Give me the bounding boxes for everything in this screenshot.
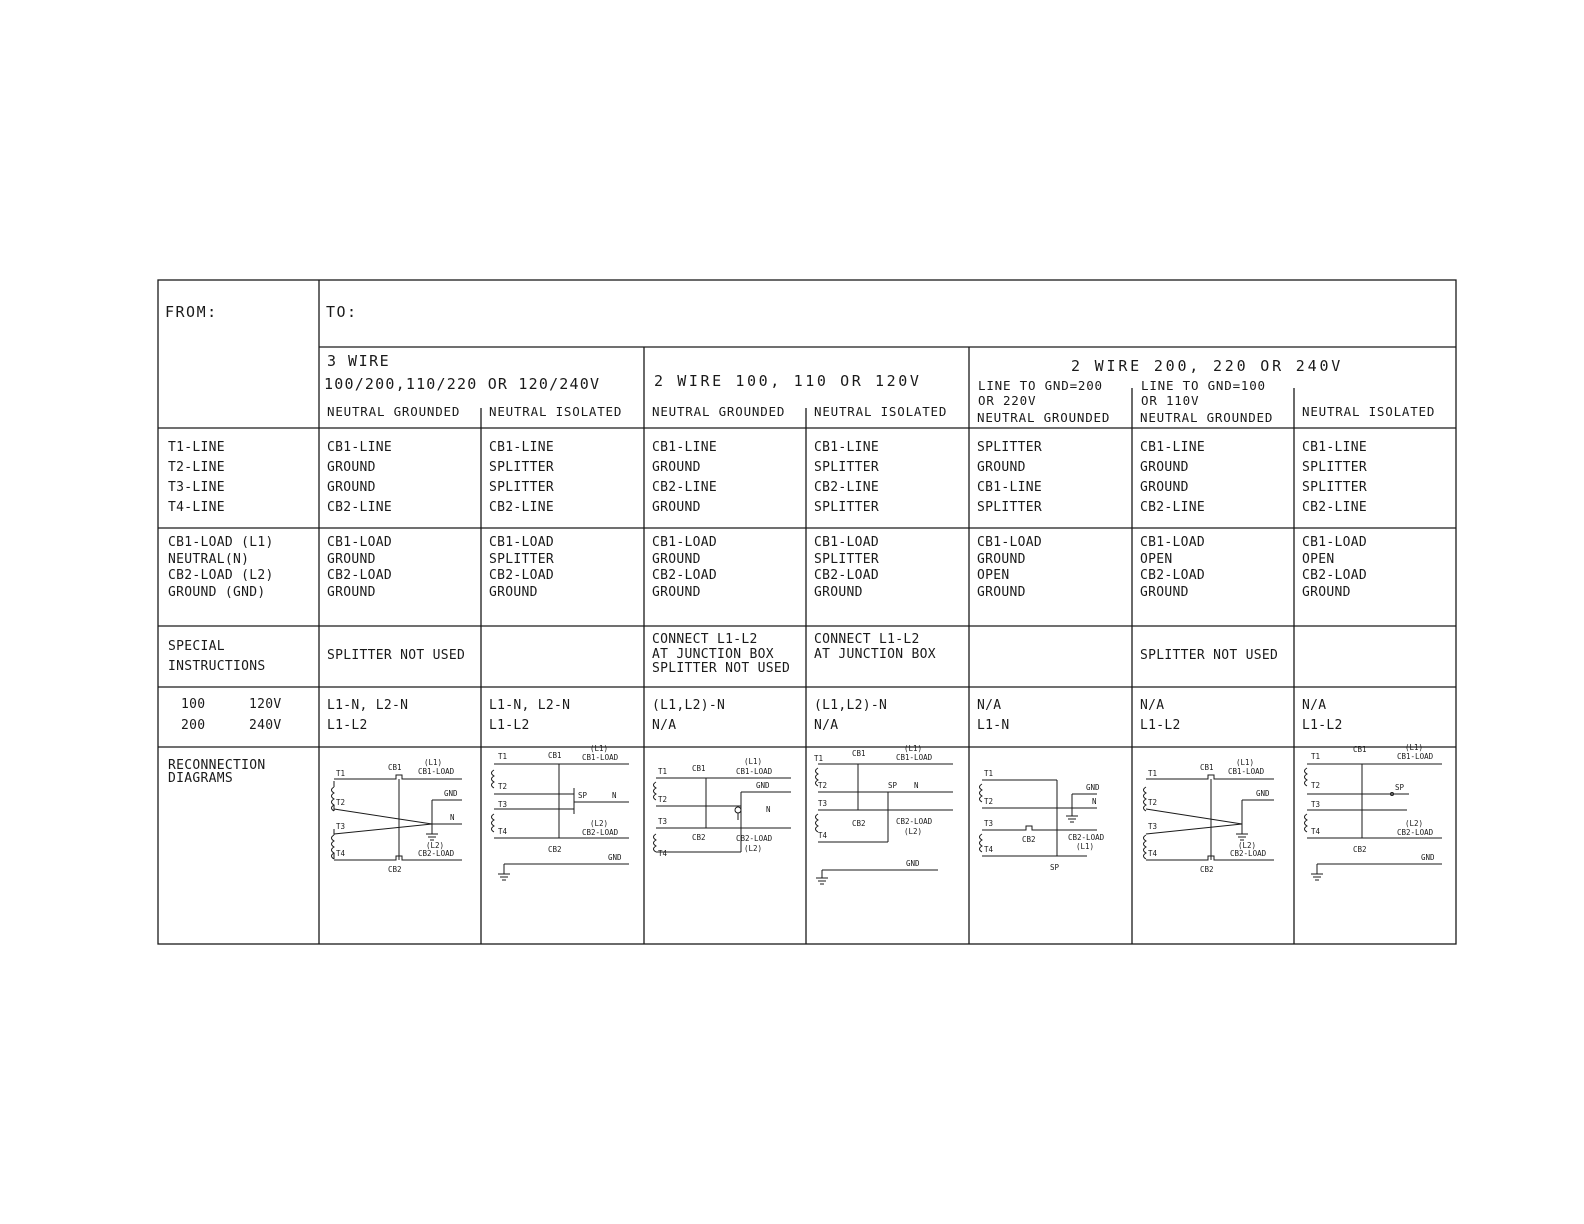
table-cell: CB1-LINE GROUND CB2-LINE GROUND [652, 440, 718, 515]
t2-label: T2 [818, 781, 828, 790]
t4-label: T4 [658, 849, 668, 858]
col-header-3: NEUTRAL GROUNDED [652, 404, 786, 419]
t3-label: T3 [1311, 800, 1321, 809]
group-2wire-high-title: 2 WIRE 200, 220 OR 240V [1071, 357, 1344, 375]
gnd-label: GND [906, 859, 920, 868]
t1-label: T1 [1311, 752, 1321, 761]
to-label: TO: [326, 303, 358, 321]
wiring-diagram-1 [322, 752, 478, 892]
table-cell: CONNECT L1-L2 AT JUNCTION BOX SPLITTER NOT USED [652, 632, 791, 676]
t4-label: T4 [984, 845, 994, 854]
col-header-5: NEUTRAL GROUNDED [977, 410, 1111, 425]
cb2-label: CB2 [548, 845, 562, 854]
voltage-240v: 240V [249, 718, 282, 733]
t2-label: T2 [1311, 781, 1321, 790]
t3-label: T3 [336, 822, 346, 831]
table-cell: N/A L1-L2 [1140, 698, 1181, 733]
cb2-load-label: CB2-LOAD [418, 849, 455, 858]
wiring-diagram-7 [1297, 743, 1453, 892]
wiring-diagram-5 [972, 752, 1128, 892]
cb2-label: CB2 [1022, 835, 1036, 844]
row-label-diagrams: RECONNECTION DIAGRAMS [168, 758, 266, 786]
t2-label: T2 [1148, 798, 1158, 807]
t1-label: T1 [984, 769, 994, 778]
cb1-load-label: CB1-LOAD [736, 767, 773, 776]
group-2wire-low-title: 2 WIRE 100, 110 OR 120V [654, 372, 922, 390]
cb1-load-label: CB1-LOAD [896, 753, 933, 762]
l2-label: (L2) [1405, 819, 1424, 828]
cb2-load-label: CB2-LOAD [896, 817, 933, 826]
table-cell: CB1-LINE SPLITTER SPLITTER CB2-LINE [1302, 440, 1368, 515]
n-label: N [450, 813, 455, 822]
gnd-label: GND [1256, 789, 1270, 798]
cb2-load-label: CB2-LOAD [1068, 833, 1105, 842]
t3-label: T3 [984, 819, 994, 828]
t4-label: T4 [818, 831, 828, 840]
table-cell: SPLITTER GROUND CB1-LINE SPLITTER [977, 440, 1043, 515]
group-3wire-title: 3 WIRE [327, 352, 391, 370]
table-cell: CB1-LINE SPLITTER CB2-LINE SPLITTER [814, 440, 880, 515]
n-label: N [1092, 797, 1097, 806]
t3-label: T3 [1148, 822, 1158, 831]
l2-label: (L2) [744, 844, 763, 853]
l1-label: (L1) [904, 744, 923, 753]
table-cell: CB1-LOAD GROUND OPEN GROUND [977, 535, 1043, 600]
l1-label: (L1) [424, 758, 443, 767]
cb1-load-label: CB1-LOAD [582, 753, 619, 762]
table-cell: CB1-LINE GROUND GROUND CB2-LINE [327, 440, 393, 515]
sp-label: SP [1050, 863, 1060, 872]
sp-label: SP [888, 781, 898, 790]
cb1-label: CB1 [1200, 763, 1214, 772]
table-cell: N/A L1-L2 [1302, 698, 1343, 733]
wiring-diagram-2 [484, 744, 640, 892]
t1-label: T1 [498, 752, 508, 761]
table-cell: CB1-LOAD SPLITTER CB2-LOAD GROUND [489, 535, 555, 600]
cb2-label: CB2 [388, 865, 402, 874]
table-cell: (L1,L2)-N N/A [652, 698, 726, 733]
cb1-label: CB1 [1353, 745, 1367, 754]
l1-label: (L1) [1076, 842, 1095, 851]
col-header-1: NEUTRAL GROUNDED [327, 404, 461, 419]
subgroup-line-to-gnd-200: LINE TO GND=200 OR 220V [978, 378, 1103, 408]
t1-label: T1 [336, 769, 346, 778]
gnd-label: GND [1421, 853, 1435, 862]
cb2-label: CB2 [1200, 865, 1214, 874]
from-label: FROM: [165, 303, 218, 321]
col-header-2: NEUTRAL ISOLATED [489, 404, 623, 419]
cb1-label: CB1 [388, 763, 402, 772]
table-cell: SPLITTER NOT USED [327, 648, 466, 663]
t2-label: T2 [336, 798, 346, 807]
l2-label: (L2) [426, 841, 445, 850]
t2-label: T2 [498, 782, 508, 791]
cb2-load-label: CB2-LOAD [1397, 828, 1434, 837]
t3-label: T3 [818, 799, 828, 808]
table-cell: CB1-LOAD OPEN CB2-LOAD GROUND [1302, 535, 1368, 600]
row-label-special: SPECIAL INSTRUCTIONS [168, 639, 266, 674]
t1-label: T1 [814, 754, 824, 763]
l1-label: (L1) [590, 744, 609, 753]
table-cell: CONNECT L1-L2 AT JUNCTION BOX [814, 632, 936, 662]
l2-label: (L2) [590, 819, 609, 828]
wiring-diagram-4 [808, 744, 964, 892]
wiring-diagram-6 [1134, 752, 1290, 892]
l2-label: (L2) [904, 827, 923, 836]
t4-label: T4 [498, 827, 508, 836]
group-3wire-voltages: 100/200,110/220 OR 120/240V [324, 375, 601, 393]
t4-label: T4 [1148, 849, 1158, 858]
cb2-load-label: CB2-LOAD [582, 828, 619, 837]
t4-label: T4 [336, 849, 346, 858]
l1-label: (L1) [744, 757, 763, 766]
table-cell: CB1-LOAD GROUND CB2-LOAD GROUND [327, 535, 393, 600]
t2-label: T2 [984, 797, 994, 806]
table-cell: L1-N, L2-N L1-L2 [489, 698, 571, 733]
voltage-120v: 120V [249, 697, 282, 712]
table-cell: CB1-LINE SPLITTER SPLITTER CB2-LINE [489, 440, 555, 515]
voltage-200: 200 [181, 718, 206, 733]
t1-label: T1 [1148, 769, 1158, 778]
cb2-label: CB2 [1353, 845, 1367, 854]
cb2-load-label: CB2-LOAD [736, 834, 773, 843]
gnd-label: GND [1086, 783, 1100, 792]
table-cell: SPLITTER NOT USED [1140, 648, 1279, 663]
col-header-7: NEUTRAL ISOLATED [1302, 404, 1436, 419]
sp-label: SP [1395, 783, 1405, 792]
l2-label: (L2) [1238, 841, 1257, 850]
col-header-4: NEUTRAL ISOLATED [814, 404, 948, 419]
n-label: N [914, 781, 919, 790]
table-cell: CB1-LINE GROUND GROUND CB2-LINE [1140, 440, 1206, 515]
cb1-label: CB1 [548, 751, 562, 760]
n-label: N [612, 791, 617, 800]
cb1-load-label: CB1-LOAD [418, 767, 455, 776]
l1-label: (L1) [1405, 743, 1424, 752]
cb1-load-label: CB1-LOAD [1228, 767, 1265, 776]
table-cell: CB1-LOAD OPEN CB2-LOAD GROUND [1140, 535, 1206, 600]
table-cell: L1-N, L2-N L1-L2 [327, 698, 409, 733]
wiring-diagram-3 [646, 752, 802, 892]
cb1-load-label: CB1-LOAD [1397, 752, 1434, 761]
gnd-label: GND [608, 853, 622, 862]
t4-label: T4 [1311, 827, 1321, 836]
n-label: N [766, 805, 771, 814]
l1-label: (L1) [1236, 758, 1255, 767]
cb1-label: CB1 [692, 764, 706, 773]
t3-label: T3 [498, 800, 508, 809]
col-header-6: NEUTRAL GROUNDED [1140, 410, 1274, 425]
subgroup-line-to-gnd-100: LINE TO GND=100 OR 110V [1141, 378, 1266, 408]
voltage-100: 100 [181, 697, 206, 712]
row-label-load: CB1-LOAD (L1) NEUTRAL(N) CB2-LOAD (L2) GROUND (GND) [168, 535, 274, 600]
cb1-label: CB1 [852, 749, 866, 758]
cb2-load-label: CB2-LOAD [1230, 849, 1267, 858]
row-label-transformer: T1-LINE T2-LINE T3-LINE T4-LINE [168, 440, 225, 515]
table-cell: N/A L1-N [977, 698, 1010, 733]
table-cell: CB1-LOAD GROUND CB2-LOAD GROUND [652, 535, 718, 600]
gnd-label: GND [756, 781, 770, 790]
table-cell: CB1-LOAD SPLITTER CB2-LOAD GROUND [814, 535, 880, 600]
sp-label: SP [578, 791, 588, 800]
t3-label: T3 [658, 817, 668, 826]
t1-label: T1 [658, 767, 668, 776]
table-cell: (L1,L2)-N N/A [814, 698, 888, 733]
cb2-label: CB2 [852, 819, 866, 828]
gnd-label: GND [444, 789, 458, 798]
cb2-label: CB2 [692, 833, 706, 842]
t2-label: T2 [658, 795, 668, 804]
